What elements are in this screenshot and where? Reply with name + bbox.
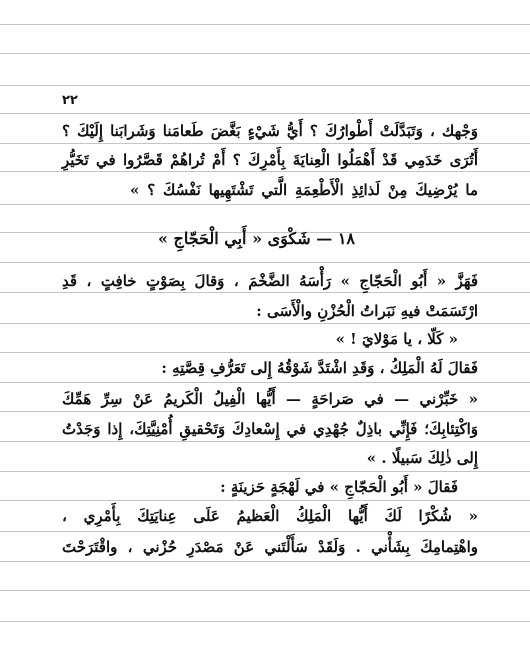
text-line: ما يُرْضِيكَ مِنْ لَذائِذِ الْأَطْعِمَةِ الَّتي تَشْتَهِيها نَفْسُكَ ؟ » <box>130 181 478 199</box>
ruled-line <box>0 500 530 501</box>
ruled-line <box>0 531 530 532</box>
ruled-line <box>0 204 530 205</box>
text-line: فَهَزَّ « أَبُو الْحَجّاجِ » رَأْسَهُ الضَّخْمَ ، وَقالَ بِصَوْتٍ خافِتٍ ، قَدِ <box>62 272 478 290</box>
ruled-line <box>0 621 530 622</box>
ruled-line <box>0 292 530 293</box>
ruled-line <box>0 171 530 172</box>
ruled-line <box>0 143 530 144</box>
text-line: « خَبِّرْني — في صَراحَةٍ — أَيُّها الْفِيلُ الْكَريمُ عَنْ سِرِّ هَمِّكَ <box>62 390 478 408</box>
ruled-line <box>0 441 530 442</box>
page-number: ٢٢ <box>62 93 78 108</box>
ruled-line <box>0 471 530 472</box>
text-line: فَقالَ « أَبُو الْحَجّاجِ » في لَهْجَةٍ حَزينَةٍ : <box>220 478 458 496</box>
section-title: ١٨ — شَكْوَى « أَبِي الْحَجّاجِ » <box>157 229 355 248</box>
ruled-line <box>0 262 530 263</box>
text-line: « كَلّا ، يا مَوْلايَ ! » <box>335 330 458 348</box>
text-line: أَتُرَى خَدَمِي قَدْ أَهْمَلُوا الْعِنايَةَ بِأَمْرِكَ ؟ أَمْ تُراهُمْ قَصَّرُوا في تَخَيُّرِ <box>62 151 478 169</box>
ruled-line <box>0 24 530 25</box>
ruled-line <box>0 53 530 54</box>
text-line: وَاكْتِئابِكَ؛ فَإِنِّي باذِلٌ جُهْدِي في إِسْعادِكَ وَتَحْقيقِ أُمْنِيَّتِكَ، إِذا وَجَدْتُ <box>62 420 478 438</box>
text-line: « شُكْرًا لَكَ أَيُّها الْمَلِكُ الْعَظيمُ عَلَى عِنايَتِكَ بِأَمْرِي ، <box>62 507 478 525</box>
ruled-line <box>0 352 530 353</box>
ruled-line <box>0 411 530 412</box>
ruled-line <box>0 85 530 86</box>
ruled-line <box>0 113 530 114</box>
text-line: فَقالَ لَهُ الْمَلِكُ ، وَقَدِ اشْتَدَّ شَوْقُهُ إِلى تَعَرُّفِ قِصَّتِهِ : <box>161 359 478 377</box>
ruled-line <box>0 323 530 324</box>
ruled-line <box>0 590 530 591</box>
text-line: إِلى ذٰلِكَ سَبيلًا . » <box>366 449 478 467</box>
ruled-line <box>0 382 530 383</box>
text-line: واهْتِمامِكَ بِشَأْني . وَلَقَدْ سَأَلْتَني عَنْ مَصْدَرِ حُزْني ، واقْتَرَحْتَ <box>62 538 478 556</box>
text-line: وَجْهك ، وَتَبَدَّلَتْ أَطْوارُكَ ؟ أَيُّ شَيْءٍ بَغَّضَ طَعامَنا وَشَرابَنا إِلَيْكَ ؟ <box>62 122 479 140</box>
text-line: ارْتَسَمَتْ فيهِ نَبَراتُ الْحُزْنِ والْأَسَى : <box>256 302 478 320</box>
ruled-line <box>0 561 530 562</box>
